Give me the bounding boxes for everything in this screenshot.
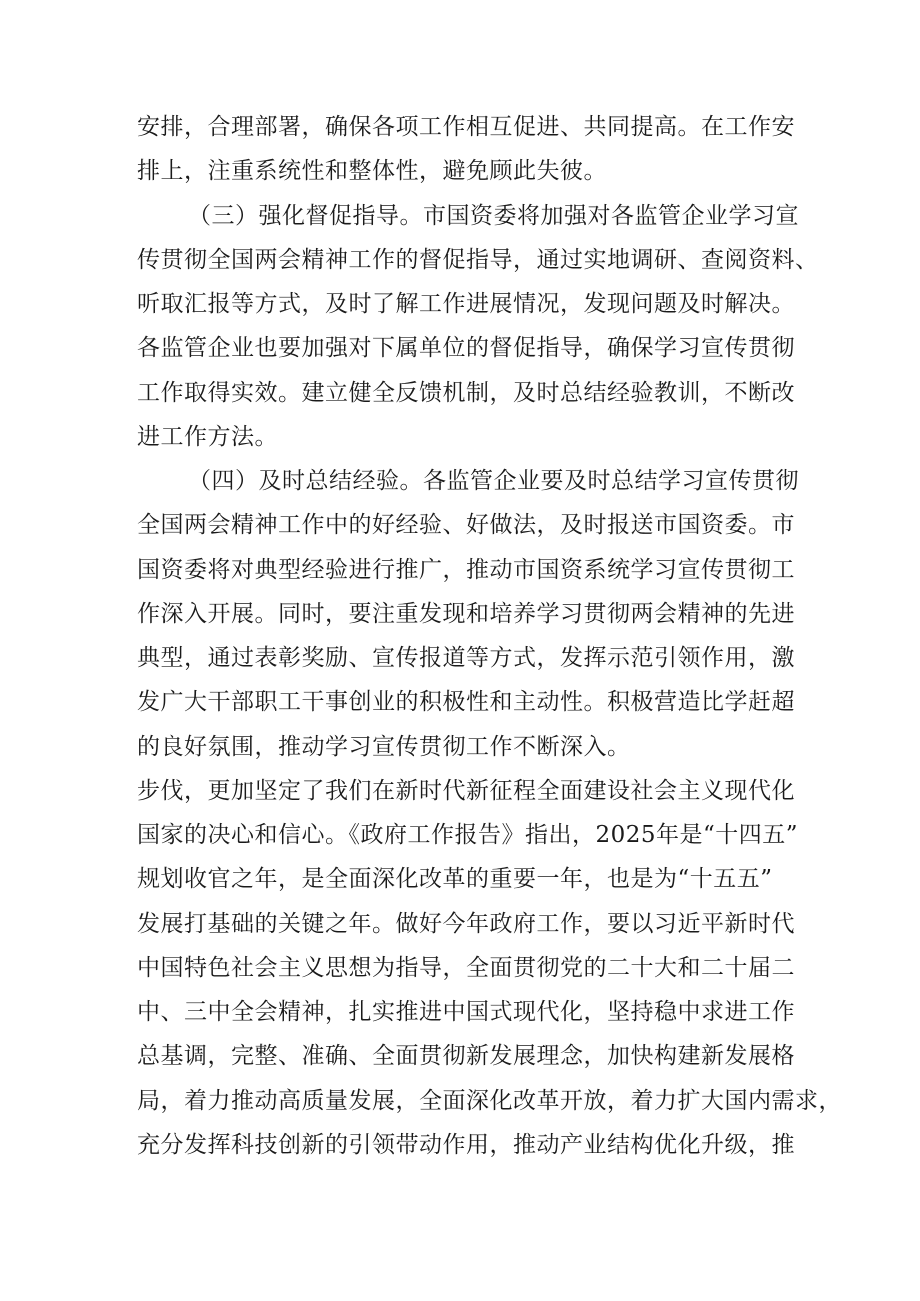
text-line: 步伐，更加坚定了我们在新时代新征程全面建设社会主义现代化 [137,778,795,804]
text-line: 进工作方法。 [137,424,278,450]
text-line: 排上，注重系统性和整体性，避免顾此失彼。 [137,158,607,184]
text-line: 安排，合理部署，确保各项工作相互促进、共同提高。在工作安 [137,114,795,140]
text-line: 各监管企业也要加强对下属单位的督促指导，确保学习宣传贯彻 [137,335,795,361]
text-line: 国资委将对典型经验进行推广，推动市国资系统学习宣传贯彻工 [137,557,795,583]
text-line: 中、三中全会精神，扎实推进中国式现代化，坚持稳中求进工作 [137,999,795,1025]
section-heading-line: （三）强化督促指导。市国资委将加强对各监管企业学习宣 [188,203,799,229]
text-line: 发广大干部职工干事创业的积极性和主动性。积极营造比学赶超 [137,689,795,715]
text-line: 国家的决心和信心。《政府工作报告》指出，2025年是“十四五” [137,822,799,848]
text-line: 听取汇报等方式，及时了解工作进展情况，发现问题及时解决。 [137,291,795,317]
text-line: 充分发挥科技创新的引领带动作用，推动产业结构优化升级，推 [137,1132,795,1158]
text-line: 中国特色社会主义思想为指导，全面贯彻党的二十大和二十届二 [137,955,795,981]
text-line: 发展打基础的关键之年。做好今年政府工作，要以习近平新时代 [137,911,795,937]
text-line: 传贯彻全国两会精神工作的督促指导，通过实地调研、查阅资料、 [137,247,819,273]
text-line: 全国两会精神工作中的好经验、好做法，及时报送市国资委。市 [137,512,795,538]
text-line: 工作取得实效。建立健全反馈机制，及时总结经验教训，不断改 [137,380,795,406]
text-line: 的良好氛围，推动学习宣传贯彻工作不断深入。 [137,734,631,760]
text-line: 规划收官之年，是全面深化改革的重要一年，也是为“十五五” [137,866,773,892]
text-line: 典型，通过表彰奖励、宣传报道等方式，发挥示范引领作用，激 [137,645,795,671]
section-heading-line: （四）及时总结经验。各监管企业要及时总结学习宣传贯彻 [188,468,799,494]
text-line: 作深入开展。同时，要注重发现和培养学习贯彻两会精神的先进 [137,601,795,627]
text-line: 局，着力推动高质量发展，全面深化改革开放，着力扩大国内需求， [137,1088,842,1114]
text-line: 总基调，完整、准确、全面贯彻新发展理念，加快构建新发展格 [137,1043,795,1069]
